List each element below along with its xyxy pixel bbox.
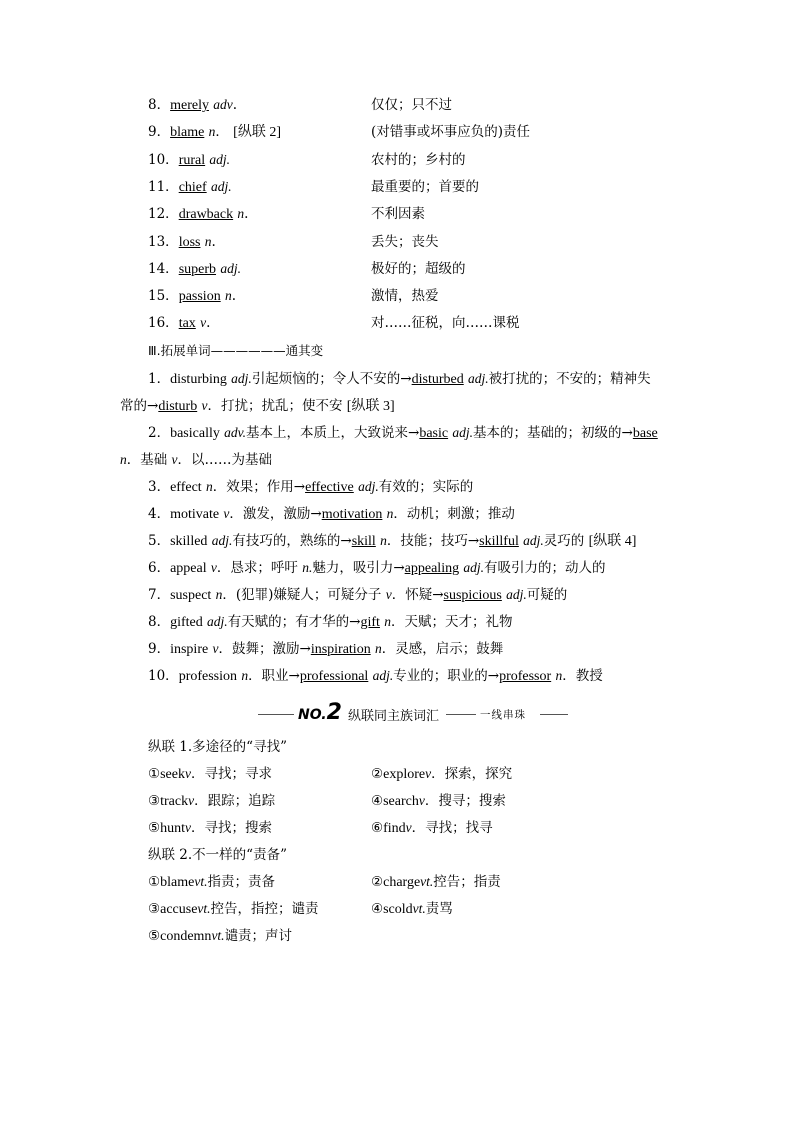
banner-title: 纵联同主族词汇 <box>348 709 440 724</box>
group2-title: 纵联 2.不一样的“责备” <box>148 847 287 863</box>
vocab-item: 11．chief adj. <box>148 178 232 195</box>
vocab-item: 16．tax v. <box>148 315 211 332</box>
vocab-meaning: 对……征税，向……课税 <box>371 315 520 332</box>
section-banner <box>258 700 568 725</box>
vocab-item: 13．loss n. <box>148 233 216 250</box>
expand-entry-4: 4．motivate v．激发，激励→motivation n．动机；刺激；推动 <box>148 506 515 522</box>
expand-entry-7: 7．suspect n．(犯罪)嫌疑人；可疑分子 v．怀疑→suspicious adj.可疑的 <box>148 587 568 603</box>
group1-item: ②explorev．探索，探究 <box>371 766 513 782</box>
expand-entry-5: 5．skilled adj.有技巧的，熟练的→skill n．技能；技巧→skillful adj.灵巧的 [纵联 4] <box>148 533 637 549</box>
vocab-meaning: 仅仅；只不过 <box>371 97 452 113</box>
expand-entry-2: 2．basically adv.基本上，本质上，大致说来→basic adj.基本的；基础的；初级的→base <box>148 425 658 441</box>
group2-item: ①blamevt.指责；责备 <box>148 874 275 890</box>
group1-item: ③trackv．跟踪；追踪 <box>148 793 276 809</box>
banner-rule-mid <box>446 714 476 715</box>
vocab-meaning: (对错事或坏事应负的)责任 <box>371 124 531 141</box>
vocab-item: 10．rural adj. <box>148 151 231 168</box>
group1-title: 纵联 1.多途径的“寻找” <box>148 739 287 755</box>
vocab-item: 9．blame n． [纵联 2] <box>148 124 281 141</box>
expand-entry-6: 6．appeal v．恳求；呼吁 n.魅力，吸引力→appealing adj.有吸引力的；动人的 <box>148 560 606 576</box>
vocab-item: 12．drawback n. <box>148 206 249 223</box>
group2-item: ②chargevt.控告；指责 <box>371 874 501 890</box>
vocab-item: 8．merely adv. <box>148 97 238 113</box>
expand-entry-1-cont: 常的→disturb v．打扰；扰乱；使不安 [纵联 3] <box>120 398 395 414</box>
vocab-meaning: 丢失；丧失 <box>371 233 439 250</box>
group1-item: ①seekv．寻找；寻求 <box>148 766 272 782</box>
group2-item: ③accusevt.控告，指控；谴责 <box>148 901 319 917</box>
expand-entry-2-cont: n．基础 v．以……为基础 <box>120 452 273 468</box>
banner-rule-right <box>540 714 568 715</box>
expand-entry-8: 8．gifted adj.有天赋的；有才华的→gift n．天赋；天才；礼物 <box>148 614 513 630</box>
banner-subtitle: 一线串珠 <box>480 709 526 721</box>
group1-item: ⑥findv．寻找；找寻 <box>371 820 493 836</box>
banner-number: NO.2 <box>298 700 342 725</box>
expand-entry-9: 9．inspire v．鼓舞；激励→inspiration n．灵感，启示；鼓舞 <box>148 641 504 657</box>
vocab-meaning: 最重要的；首要的 <box>371 178 479 195</box>
group1-item: ⑤huntv．寻找；搜索 <box>148 820 272 836</box>
group2-item: ⑤condemnvt.谴责；声讨 <box>148 928 293 944</box>
banner-rule-left <box>258 714 294 715</box>
section-heading: Ⅲ.拓展单词——————通其变 <box>148 343 324 358</box>
vocab-meaning: 农村的；乡村的 <box>371 151 466 168</box>
vocab-meaning: 极好的；超级的 <box>371 260 466 277</box>
expand-entry-1: 1．disturbing adj.引起烦恼的；令人不安的→disturbed adj.被打扰的；不安的；精神失 <box>148 371 651 387</box>
group1-item: ④searchv．搜寻；搜索 <box>371 793 506 809</box>
vocab-meaning: 不利因素 <box>371 206 425 223</box>
vocab-meaning: 激情，热爱 <box>371 288 439 305</box>
expand-entry-3: 3．effect n．效果；作用→effective adj.有效的；实际的 <box>148 479 474 495</box>
vocab-item: 15．passion n. <box>148 288 237 305</box>
expand-entry-10: 10．profession n．职业→professional adj.专业的；职业的→professor n．教授 <box>148 668 603 684</box>
vocab-item: 14．superb adj. <box>148 260 241 277</box>
group2-item: ④scoldvt.责骂 <box>371 901 453 917</box>
